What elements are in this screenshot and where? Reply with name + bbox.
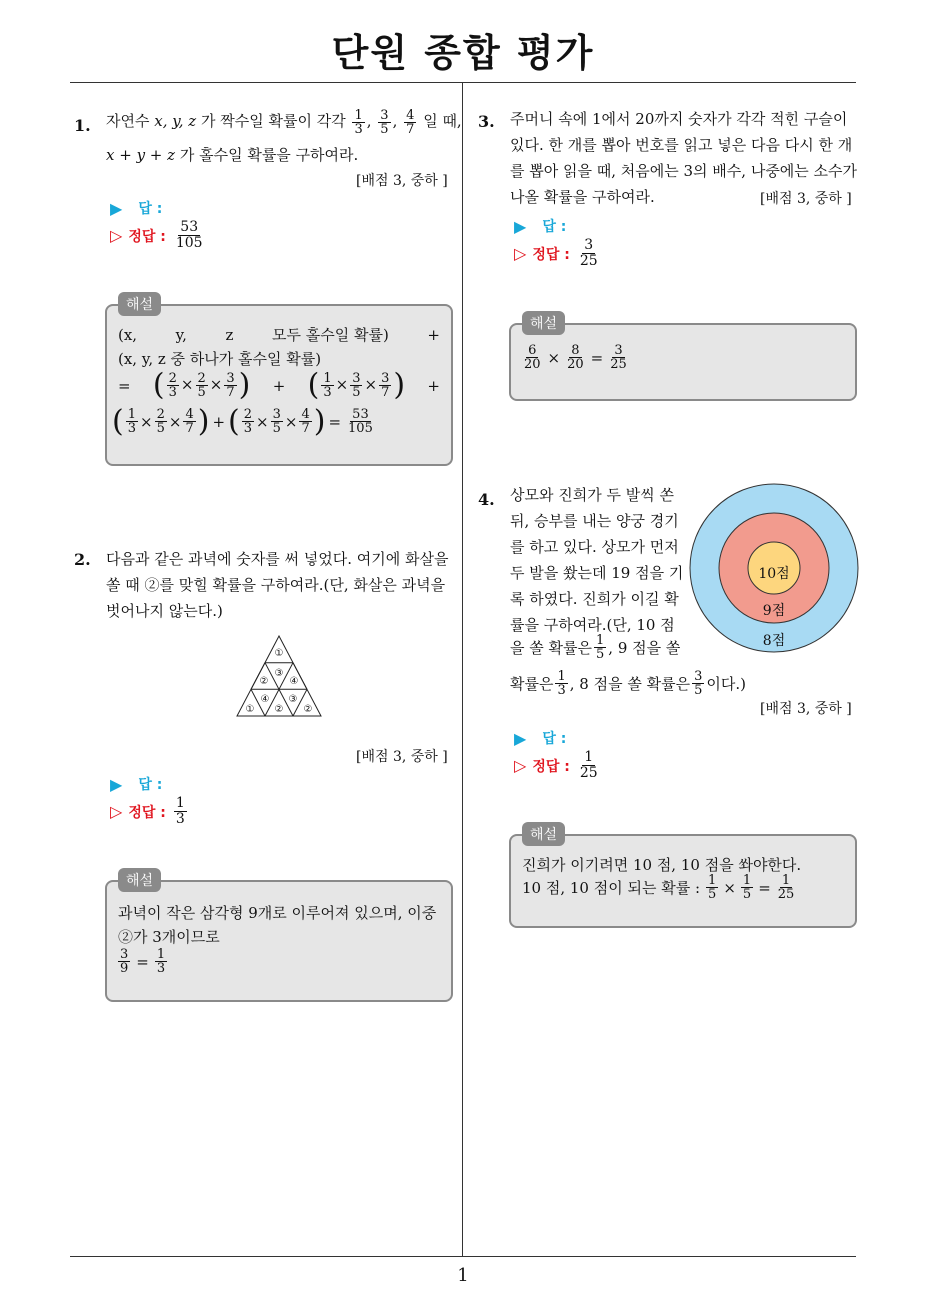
triangle-cell: ② [274, 704, 284, 715]
page-title: 단원 종합 평가 [331, 31, 595, 75]
question-number: 3. [478, 112, 495, 131]
page-number: 1 [457, 1265, 469, 1286]
question-text: 자연수 x, y, z 가 짝수일 확률이 각각 $\frac{1}{3}$ , $\frac{3}{5}$ , $\frac{4}{7}$ 일 때, [106, 107, 462, 137]
solution-formula-line-1: = ( $\frac{2}{3}$ × $\frac{2}{5}$ × $\frac{3}{7}$ ) + ( $\frac{1}{3}$ × $\frac{3}{5}$ × $\frac{3}{7}$ ) + [118, 367, 440, 403]
triangle-cell: ① [274, 648, 284, 659]
fraction: $\frac{4}{7}$ [406, 107, 415, 137]
question-number: 1. [74, 116, 91, 135]
play-icon: ▶ [110, 774, 123, 794]
solution-tag: 해설 [522, 822, 565, 846]
correct-answer-row: ▷ 정답 : $\frac{1}{3}$ [110, 795, 185, 827]
question-number: 2. [74, 550, 91, 569]
answer-fraction: $\frac{1}{25}$ [579, 749, 598, 781]
answer-fraction: $\frac{53}{105}$ [175, 219, 203, 251]
answer-fraction: $\frac{1}{3}$ [175, 795, 185, 827]
triangle-cell: ② [303, 704, 313, 715]
play-outline-icon: ▷ [514, 244, 527, 263]
fraction: $\frac{3}{5}$ [380, 107, 389, 137]
triangle-target-figure [234, 634, 324, 720]
archery-target-figure [688, 482, 860, 654]
ring-label-10: 10점 [758, 566, 790, 582]
play-icon: ▶ [514, 216, 527, 236]
solution-tag: 해설 [118, 868, 161, 892]
column-divider [462, 82, 463, 1257]
answer-row: ▶ 답 : [514, 216, 567, 236]
answer-row: ▶ 답 : [110, 774, 163, 794]
triangle-cell: ④ [260, 694, 270, 705]
score-meta: [배점 3, 중하 ] [760, 191, 852, 207]
triangle-cell: ④ [289, 676, 299, 687]
correct-answer-row: ▷ 정답 : $\frac{53}{105}$ [110, 219, 203, 251]
answer-fraction: $\frac{3}{25}$ [579, 237, 598, 269]
solution-tag: 해설 [522, 311, 565, 335]
solution-tag: 해설 [118, 292, 161, 316]
top-rule [70, 82, 856, 83]
score-meta: [배점 3, 중하 ] [356, 749, 448, 765]
play-outline-icon: ▷ [110, 802, 123, 821]
ring-label-8: 8점 [762, 633, 786, 649]
correct-answer-row: ▷ 정답 : $\frac{3}{25}$ [514, 237, 598, 269]
answer-row: ▶ 답 : [514, 728, 567, 748]
ring-label-9: 9점 [762, 603, 786, 619]
score-meta: [배점 3, 중하 ] [356, 173, 448, 189]
solution-formula-line-2: ( $\frac{1}{3}$ × $\frac{2}{5}$ × $\frac{4}{7}$ ) + ( $\frac{2}{3}$ × $\frac{3}{5}$ × $\frac{4}{7}$ ) = $\frac{53}{105}$ [112, 403, 373, 439]
play-outline-icon: ▷ [514, 756, 527, 775]
bottom-rule [70, 1256, 856, 1257]
play-icon: ▶ [514, 728, 527, 748]
question-number: 4. [478, 490, 495, 509]
triangle-cell: ② [259, 676, 269, 687]
triangle-cell: ③ [288, 694, 298, 705]
play-icon: ▶ [110, 198, 123, 218]
answer-row: ▶ 답 : [110, 198, 163, 218]
fraction: $\frac{1}{3}$ [354, 107, 363, 137]
correct-answer-row: ▷ 정답 : $\frac{1}{25}$ [514, 749, 598, 781]
triangle-cell: ① [245, 704, 255, 715]
score-meta: [배점 3, 중하 ] [760, 701, 852, 717]
triangle-cell: ③ [274, 668, 284, 679]
play-outline-icon: ▷ [110, 226, 123, 245]
